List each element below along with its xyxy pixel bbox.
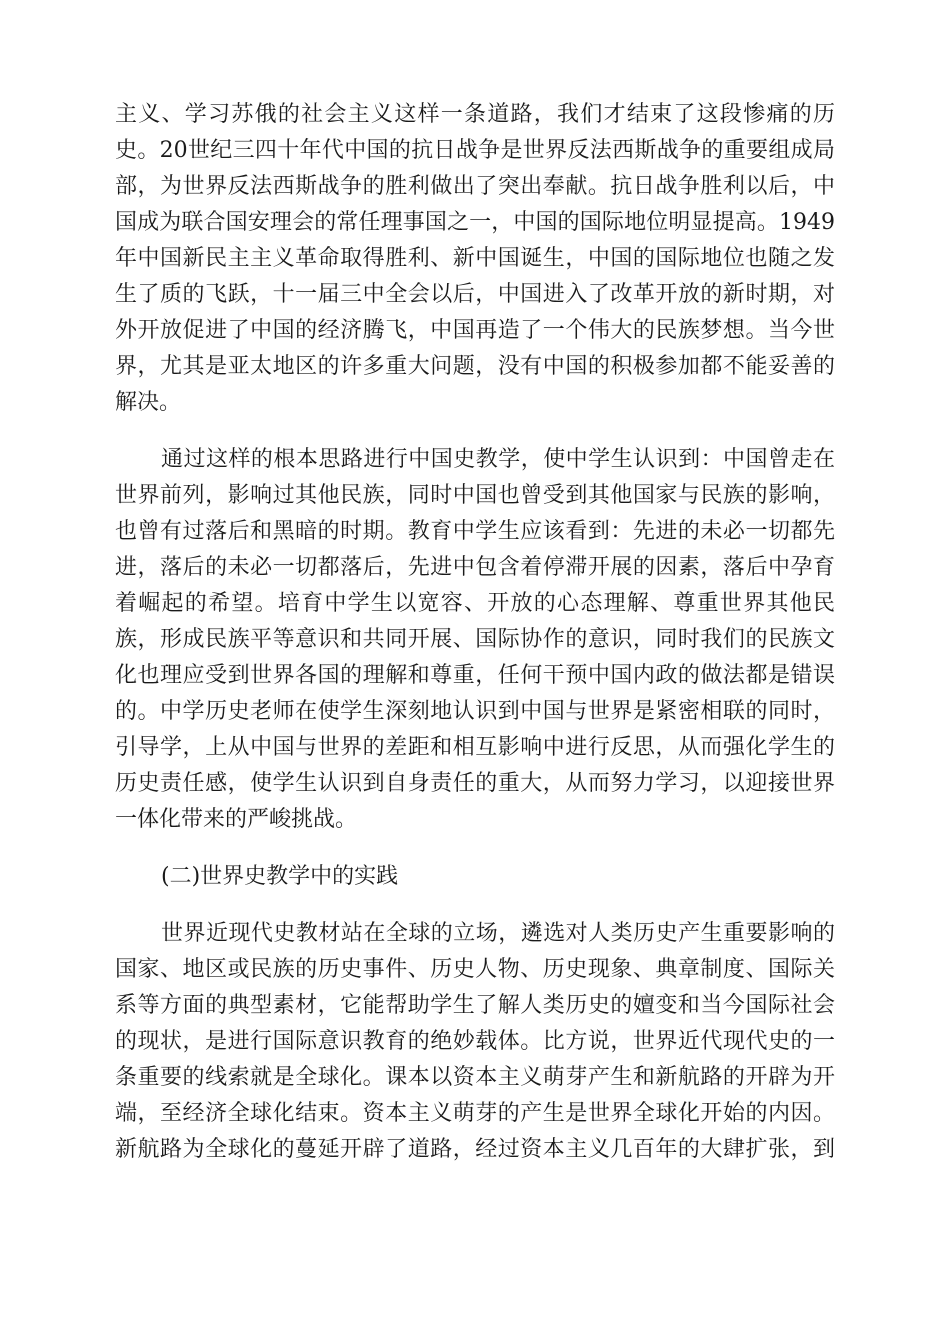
- paragraph-gap: [115, 895, 835, 916]
- paragraph-3: [115, 916, 835, 1168]
- section-heading: (二)世界史教学中的实践: [161, 864, 399, 889]
- paragraph-line: 系等方面的典型素材，它能帮助学生了解人类历史的嬗变和当今国际社会: [115, 993, 835, 1018]
- paragraph-line: 也曾有过落后和黑暗的时期。教育中学生应该看到：先进的未必一切都先: [115, 519, 835, 544]
- paragraph-line: 历史责任感，使学生认识到自身责任的重大，从而努力学习，以迎接世界: [115, 771, 835, 796]
- paragraph-line: 主义、学习苏俄的社会主义这样一条道路，我们才结束了这段惨痛的历: [115, 102, 835, 127]
- paragraph-line: 史。20世纪三四十年代中国的抗日战争是世界反法西斯战争的重要组成局: [115, 138, 835, 163]
- paragraph-line: 通过这样的根本思路进行中国史教学，使中学生认识到：中国曾走在: [161, 447, 835, 472]
- paragraph-line: 端，至经济全球化结束。资本主义萌芽的产生是世界全球化开始的内因。: [115, 1101, 835, 1126]
- document-body: [115, 97, 835, 1168]
- paragraph-line: 着崛起的希望。培育中学生以宽容、开放的心态理解、尊重世界其他民: [115, 591, 835, 616]
- paragraph-line: 解决。: [115, 390, 182, 415]
- paragraph-line: 世界前列，影响过其他民族，同时中国也曾受到其他国家与民族的影响，: [115, 483, 835, 508]
- paragraph-line: 条重要的线索就是全球化。课本以资本主义萌芽产生和新航路的开辟为开: [115, 1065, 835, 1090]
- paragraph-gap: [115, 421, 835, 442]
- paragraph-line: 一体化带来的严峻挑战。: [115, 807, 358, 832]
- paragraph-gap: [115, 838, 835, 859]
- paragraph-line: 世界近现代史教材站在全球的立场，遴选对人类历史产生重要影响的: [161, 921, 835, 946]
- paragraph-2: [115, 442, 835, 838]
- paragraph-line: 的现状，是进行国际意识教育的绝妙载体。比方说，世界近代现代史的一: [115, 1029, 835, 1054]
- paragraph-line: 族，形成民族平等意识和共同开展、国际协作的意识，同时我们的民族文: [115, 627, 835, 652]
- paragraph-line: 新航路为全球化的蔓延开辟了道路，经过资本主义几百年的大肆扩张，到: [115, 1137, 835, 1162]
- paragraph-line: 部，为世界反法西斯战争的胜利做出了突出奉献。抗日战争胜利以后，中: [115, 174, 835, 199]
- paragraph-line: 国成为联合国安理会的常任理事国之一，中国的国际地位明显提高。1949: [115, 210, 835, 235]
- paragraph-line: 进，落后的未必一切都落后，先进中包含着停滞开展的因素，落后中孕育: [115, 555, 835, 580]
- paragraph-1: [115, 97, 835, 421]
- paragraph-line: 生了质的飞跃，十一届三中全会以后，中国进入了改革开放的新时期，对: [115, 282, 835, 307]
- paragraph-line: 外开放促进了中国的经济腾飞，中国再造了一个伟大的民族梦想。当今世: [115, 318, 835, 343]
- paragraph-line: 的。中学历史老师在使学生深刻地认识到中国与世界是紧密相联的同时，: [115, 699, 835, 724]
- paragraph-line: 界，尤其是亚太地区的许多重大问题，没有中国的积极参加都不能妥善的: [115, 354, 835, 379]
- paragraph-line: 引导学，上从中国与世界的差距和相互影响中进行反思，从而强化学生的: [115, 735, 835, 760]
- paragraph-line: 化也理应受到世界各国的理解和尊重，任何干预中国内政的做法都是错误: [115, 663, 835, 688]
- paragraph-line: 国家、地区或民族的历史事件、历史人物、历史现象、典章制度、国际关: [115, 957, 835, 982]
- paragraph-line: 年中国新民主主义革命取得胜利、新中国诞生，中国的国际地位也随之发: [115, 246, 835, 271]
